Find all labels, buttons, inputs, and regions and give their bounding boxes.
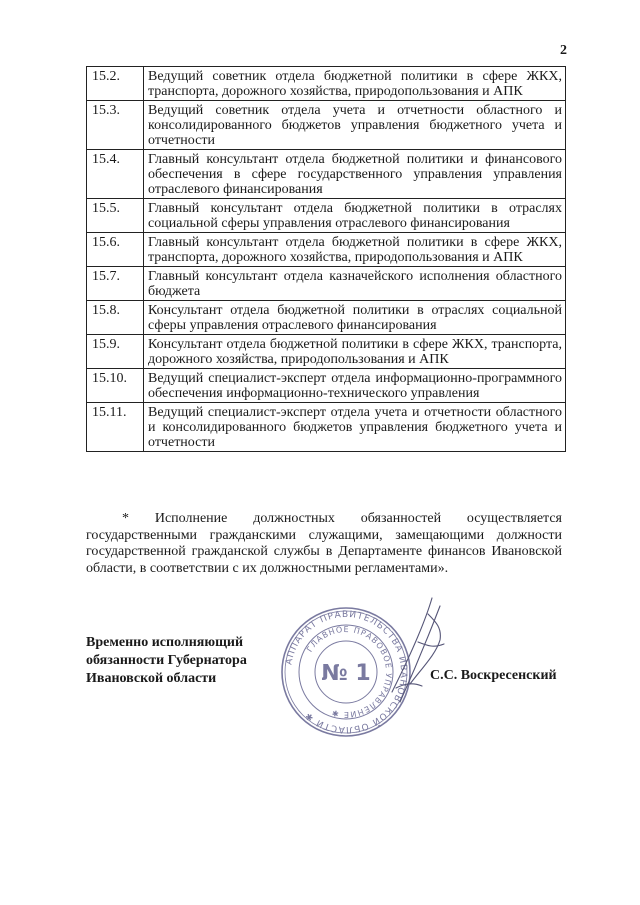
row-number: 15.4. xyxy=(87,150,144,199)
row-number: 15.2. xyxy=(87,67,144,101)
row-position-title: Главный консультант отдела бюджетной политики в отраслях социальной сферы управления отраслевого финансирования xyxy=(144,199,566,233)
row-number: 15.11. xyxy=(87,403,144,452)
seal-inner-text: ГЛАВНОЕ ПРАВОВОЕ УПРАВЛЕНИЕ ✱ xyxy=(304,624,394,720)
table-row xyxy=(87,301,566,335)
table-row xyxy=(87,267,566,301)
row-position-title: Главный консультант отдела бюджетной политики и финансового обеспечения в сфере государственного управления управления отраслевого финансирования xyxy=(144,150,566,199)
row-number: 15.3. xyxy=(87,101,144,150)
row-position-title: Консультант отдела бюджетной политики в отраслях социальной сферы управления отраслевого финансирования xyxy=(144,301,566,335)
row-position-title: Ведущий специалист-эксперт отдела информационно-программного обеспечения информационно-технического управления xyxy=(144,369,566,403)
row-position-title: Главный консультант отдела бюджетной политики в сфере ЖКХ, транспорта, дорожного хозяйства, природопользования и АПК xyxy=(144,233,566,267)
seal-outer-text: АППАРАТ ПРАВИТЕЛЬСТВА ИВАНОВСКОЙ ОБЛАСТИ ✱ xyxy=(284,609,409,735)
signatory-title-line: Ивановской области xyxy=(86,671,217,686)
table-row xyxy=(87,150,566,199)
row-number: 15.6. xyxy=(87,233,144,267)
row-position-title: Ведущий советник отдела бюджетной политики в сфере ЖКХ, транспорта, дорожного хозяйства, природопользования и АПК xyxy=(144,67,566,101)
row-number: 15.9. xyxy=(87,335,144,369)
table-row xyxy=(87,369,566,403)
row-position-title: Главный консультант отдела казначейского исполнения областного бюджета xyxy=(144,267,566,301)
table-row xyxy=(87,233,566,267)
signatory-title xyxy=(86,634,247,688)
signatory-title-line: Временно исполняющий xyxy=(86,635,244,650)
signatory-title-line: обязанности Губернатора xyxy=(86,653,247,668)
row-position-title: Ведущий специалист-эксперт отдела учета и отчетности областного и консолидированного бюджетов управления бюджетного учета и отчетности xyxy=(144,403,566,452)
table-row xyxy=(87,101,566,150)
table-row xyxy=(87,403,566,452)
table-row xyxy=(87,335,566,369)
table-row xyxy=(87,199,566,233)
row-position-title: Консультант отдела бюджетной политики в сфере ЖКХ, транспорта, дорожного хозяйства, природопользования и АПК xyxy=(144,335,566,369)
signatory-name: С.С. Воскресенский xyxy=(430,668,557,683)
handwritten-signature xyxy=(370,592,470,712)
seal-number: № 1 xyxy=(321,661,371,686)
row-number: 15.5. xyxy=(87,199,144,233)
footnote: * Исполнение должностных обязанностей осуществляется государственными гражданскими служащими, замещающими должности государственной гражданской службы в Департаменте финансов Ивановской области, в соответствии с их должностными регламентами». xyxy=(86,511,562,576)
row-position-title: Ведущий советник отдела учета и отчетности областного и консолидированного бюджетов управления бюджетного учета и отчетности xyxy=(144,101,566,150)
row-number: 15.7. xyxy=(87,267,144,301)
table-row xyxy=(87,67,566,101)
page-number: 2 xyxy=(560,43,567,58)
positions-table xyxy=(86,66,566,452)
row-number: 15.8. xyxy=(87,301,144,335)
row-number: 15.10. xyxy=(87,369,144,403)
